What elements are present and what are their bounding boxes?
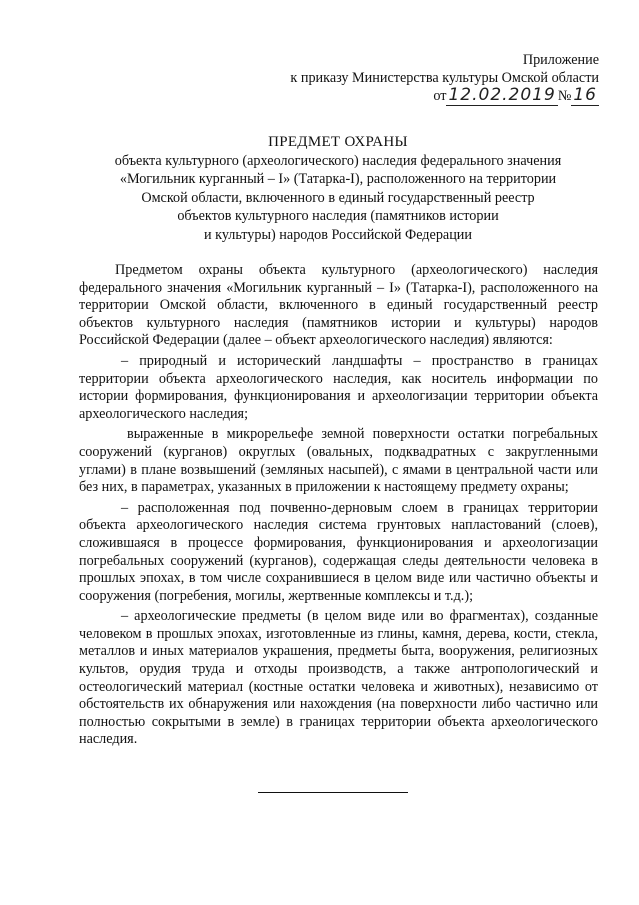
title-subline-2: «Могильник курганный – I» (Татарка-I), расположенного на территории	[119, 171, 557, 188]
closing-rule	[258, 792, 408, 793]
handwritten-date: 12.02.2019	[448, 85, 556, 106]
document-title: ПРЕДМЕТ ОХРАНЫ	[268, 134, 408, 150]
annex-header	[290, 52, 599, 106]
annex-label: Приложение	[522, 52, 599, 68]
handwritten-number: 16	[573, 85, 597, 106]
order-date-line	[290, 87, 599, 106]
title-subline-4: объектов культурного наследия (памятников истории	[177, 208, 499, 225]
document-title-block	[70, 133, 606, 245]
title-subline-3: Омской области, включенного в единый государственный реестр	[141, 189, 535, 206]
protection-item-mounds: выраженные в микрорельефе земной поверхности остатки погребальных сооружений (курганов) округлых (овальных, подквадратных с закругленными углами) в плане возвышений (земляных насыпей), с ямами в центральной части или без них, в параметрах, указанных в приложении к настоящему предмету охраны;	[79, 426, 598, 496]
protection-item-artifacts: – археологические предметы (в целом виде или во фрагментах), созданные человеком в прошлых эпохах, изготовленные из глины, камня, дерева, кости, стекла, металлов и иных материалов украшения, предметы быта, вооружения, религиозных культов, орудия труда и отходы производств, а также антропологический и остеологический материал (костные остатки человека и животных), независимо от обстоятельств их обнаружения или нахождения (на поверхности либо частично или полностью сокрытыми в земле) в границах территории объекта археологического наследия.	[79, 608, 598, 748]
protection-item-layers: – расположенная под почвенно-дерновым слоем в границах территории объекта археологического наследия система грунтовых напластований (слоев), сложившаяся в процессе формирования, функционирования и археологизации погребальных сооружений (курганов), содержащая следы деятельности человека в прошлых эпохах, в том числе сохранившиеся в целом виде или частично объекты и сооружения (погребения, могилы, жертвенные комплексы и т.д.);	[79, 499, 598, 604]
order-reference: к приказу Министерства культуры Омской области	[290, 69, 599, 86]
title-subline-1: объекта культурного (археологического) наследия федерального значения	[114, 152, 562, 169]
number-prefix: №	[557, 88, 572, 105]
protection-item-landscape: – природный и исторический ландшафты – пространство в границах территории объекта археологического наследия, как носитель информации по истории формирования, функционирования и археологизации территории объекта археологического наследия;	[79, 352, 598, 422]
intro-paragraph: Предметом охраны объекта культурного (археологического) наследия федерального значения «Могильник курганный – I» (Татарка-I), расположенного на территории Омской области, включенного в единый государственный реестр объектов культурного наследия (памятников истории и культуры) народов Российской Федерации (далее – объект археологического наследия) являются:	[79, 262, 598, 349]
document-body	[79, 262, 598, 752]
date-prefix: от	[433, 88, 447, 105]
title-subline-5: и культуры) народов Российской Федерации	[203, 226, 472, 243]
